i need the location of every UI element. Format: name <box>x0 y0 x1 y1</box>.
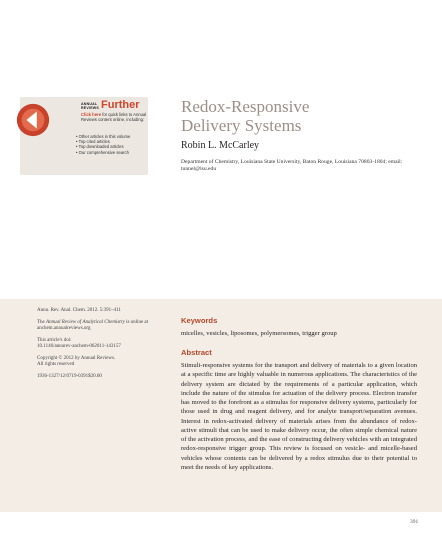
copyright-block <box>37 356 172 368</box>
copyright: Copyright © 2012 by Annual Reviews. <box>37 356 116 361</box>
further-intro[interactable] <box>81 112 147 122</box>
rights: All rights reserved <box>37 362 75 367</box>
title-line-1: Redox-Responsive <box>181 97 310 116</box>
doi-value[interactable]: 10.1146/annurev-anchem-062011-143157 <box>37 344 121 349</box>
further-intro-rest: for quick links to Annual Reviews content online, including: <box>81 112 147 122</box>
online-rest: is online at anchem.annualreviews.org <box>37 320 149 331</box>
citation: Annu. Rev. Anal. Chem. 2012. 5:391–411 <box>37 308 121 313</box>
online-prefix: The <box>37 320 47 325</box>
logo-line-1: ANNUAL <box>81 102 98 106</box>
further-link-top-downloaded[interactable]: • Top downloaded articles <box>76 144 130 149</box>
further-link-search[interactable]: • Our comprehensive search <box>76 150 130 155</box>
keywords-heading: Keywords <box>181 316 218 325</box>
title-line-2: Delivery Systems <box>181 116 302 135</box>
issn: 1936-1327/12/0719-0391$20.00 <box>37 374 102 379</box>
abstract-heading: Abstract <box>181 348 212 357</box>
further-word: Further <box>101 99 140 111</box>
page-number: 391 <box>410 519 419 525</box>
article-title <box>181 97 309 135</box>
back-arrow-icon <box>14 101 52 139</box>
abstract-text: Stimuli-responsive systems for the transport and delivery of materials to a given location at a specific time are highly valuable in numerous applications. The characteristics of the delivery system are dictated by the requirements of a particular application, which include the nature of the stimulus for actuation of the delivery process. Electron transfer has moved to the forefront as a stimulus for responsive delivery systems, particularly for those used in drug and reagent delivery, and for analyte transport/separation avenues. Interest in redox-activated delivery of materials arises from the abundance of redox-active stimuli that can be used to make delivery occur, the often simple chemical nature of the activation process, and the ease of constructing delivery vehicles with an integrated redox-responsive trigger group. This review is focused on vesicle- and micelle-based vehicles whose contents can be delivered by a redox stimulus due to their potential to meet the needs of key applications. <box>181 362 417 471</box>
click-here-link[interactable]: Click here <box>81 112 102 117</box>
keywords-list: micelles, vesicles, liposomes, polymersomes, trigger group <box>181 330 337 337</box>
online-note <box>37 320 172 332</box>
logo-line-2: REVIEWS <box>81 106 99 110</box>
article-meta <box>37 308 172 386</box>
further-link-top-cited[interactable]: • Top cited articles <box>76 139 130 144</box>
annual-reviews-logo <box>81 102 99 110</box>
author-name: Robin L. McCarley <box>181 140 260 151</box>
author-affiliation: Department of Chemistry, Louisiana State University, Baton Rouge, Louisiana 70803-1804; email: tunnel@lsu.edu <box>181 159 403 172</box>
further-links <box>76 134 130 155</box>
doi-label: This article's doi: <box>37 338 72 343</box>
further-badge[interactable] <box>20 97 148 175</box>
journal-name: Annual Review of Analytical Chemistry <box>46 320 125 325</box>
doi-block <box>37 338 172 350</box>
further-link-other-articles[interactable]: • Other articles in this volume <box>76 134 130 139</box>
